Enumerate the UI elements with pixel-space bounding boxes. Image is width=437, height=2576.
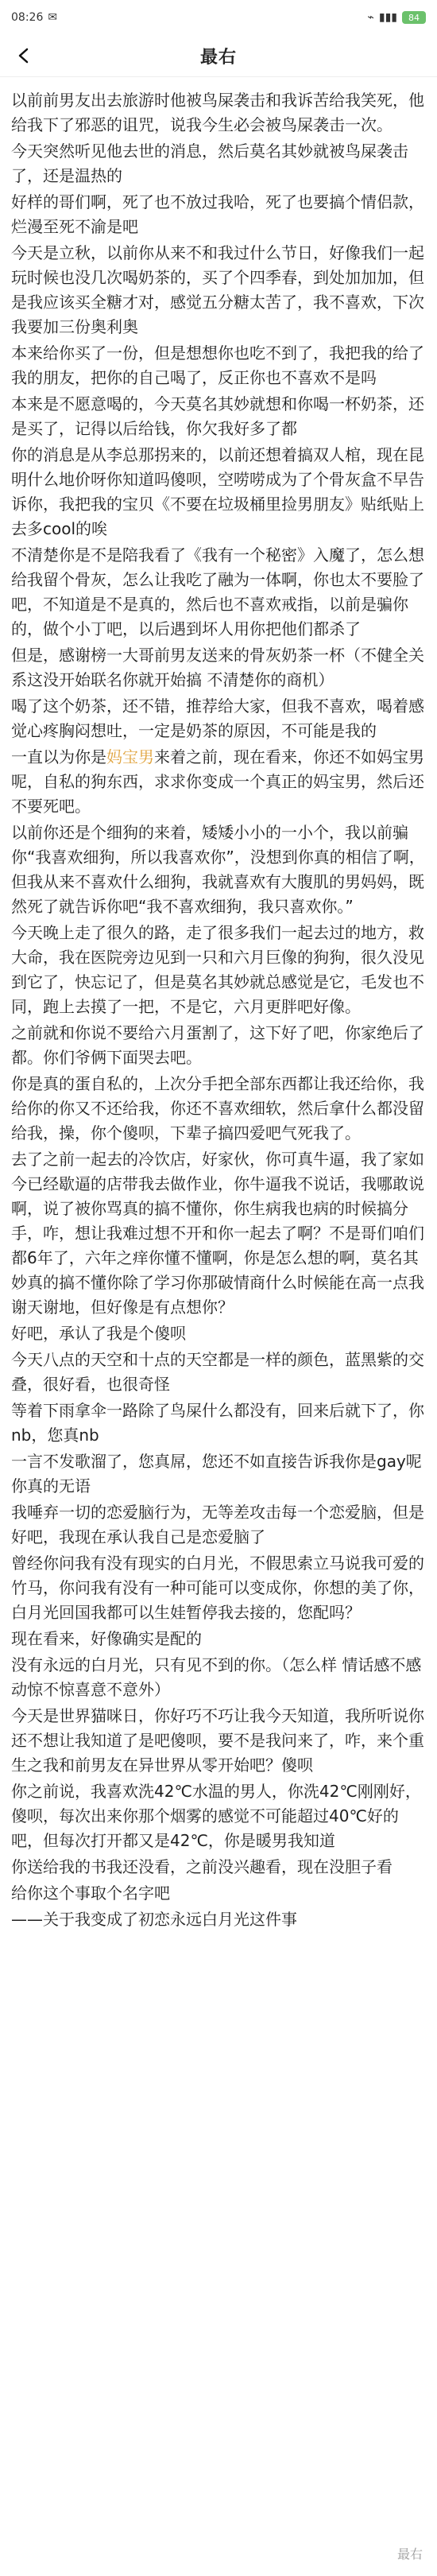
wifi-icon: ⌁ (367, 11, 374, 24)
post-paragraph: 本来是不愿意喝的，今天莫名其妙就想和你喝一杯奶茶，还是买了，记得以后给钱，你欠我好多了都 (11, 394, 424, 438)
post-paragraph: 等着下雨拿伞一路除了鸟屎什么都没有，回来后就下了，你nb，您真nb (11, 1401, 424, 1445)
post-paragraph: 今天是立秋，以前你从来不和我过什么节日，好像我们一起玩时候也没几次喝奶茶的，买了个四季春，到处加加加，但是我应该买全糖才对，感觉五分糖太苦了，我不喜欢，下次我要加三份奥利奥 (11, 243, 424, 336)
post-body (0, 77, 437, 1932)
post-paragraph: 你是真的蛋自私的，上次分手把全部东西都让我还给你，我给你的你又不还给我，你还不喜欢细软，然后拿什么都没留给我，操，你个傻呗，下辈子搞四爱吧气死我了。 (11, 1074, 424, 1143)
status-right (367, 11, 426, 24)
post-paragraph: 去了之前一起去的冷饮店，好家伙，你可真牛逼，我了家如今已经歇逼的店带我去做作业，你牛逼我不说话，我哪敢说啊，说了被你骂真的搞不懂你，你生病我也病的时候搞分手，咋，想让我难过想不开和你一起去了啊？不是哥们咱们都6年了，六年之痒你懂不懂啊，你是怎么想的啊，莫名其妙真的搞不懂你除了学习你那破情商什么时候能在高一点我谢天谢地，但好像是有点想你？ (11, 1150, 424, 1317)
post-paragraph: 今天是世界猫咪日，你好巧不巧让我今天知道，我所听说你还不想让我知道了是吧傻呗，要不是我问来了，咋，来个重生之我和前男友在异世界从零开始吧？傻呗 (11, 1706, 424, 1775)
status-left (11, 11, 57, 24)
post-paragraph: 今天突然听见他去世的消息，然后莫名其妙就被鸟屎袭击了，还是温热的 (11, 142, 408, 185)
back-arrow-icon (16, 48, 32, 64)
status-bar (0, 0, 437, 35)
post-paragraph: 以前你还是个细狗的来着，矮矮小小的一小个，我以前骗你“我喜欢细狗，所以我喜欢你”，没想到你真的相信了啊，但我从来不喜欢什么细狗，我就喜欢有大腹肌的男妈妈，既然死了就告诉你吧“我不喜欢细狗，我只喜欢你。” (11, 823, 425, 916)
post-paragraph: ——关于我变成了初恋永远白月光这件事 (11, 1910, 297, 1929)
post-paragraph: 以前前男友出去旅游时他被鸟屎袭击和我诉苦给我笑死，他给我下了邪恶的诅咒，说我今生必会被鸟屎袭击一次。 (11, 91, 424, 134)
page-title: 最右 (199, 47, 237, 68)
post-paragraph: 之前就和你说不要给六月蛋割了，这下好了吧，你家绝后了都。你们爷俩下面哭去吧。 (11, 1023, 424, 1067)
watermark: 最右 (396, 2547, 423, 2562)
signal-icon: ▮▮▮ (378, 11, 397, 24)
post-paragraph: 给你这个事取个名字吧 (11, 1884, 170, 1903)
post-paragraph: 你的消息是从李总那拐来的，以前还想着搞双人棺，现在昆明什么地价呀你知道吗傻呗，空唠唠成为了个骨灰盒不早告诉你，我把我的宝贝《不要在垃圾桶里捡男朋友》贴纸贴上去多cool的唉 (11, 445, 424, 538)
post-paragraph: 好样的哥们啊，死了也不放过我哈，死了也要搞个情侣款，烂漫至死不渝是吧 (11, 192, 424, 236)
post-paragraph: 本来给你买了一份，但是想想你也吃不到了，我把我的给了我的朋友，把你的自己喝了，反正你也不喜欢不是吗 (11, 343, 424, 387)
post-paragraph: 但是，感谢榜一大哥前男友送来的骨灰奶茶一杯（不健全关系这没开始联名你就开始搞 不清楚你的商机） (11, 646, 424, 689)
post-paragraph: 今天晚上走了很久的路，走了很多我们一起去过的地方，救大命，我在医院旁边见到一只和六月巨像的狗狗，很久没见到它了，快忘记了，但是莫名其妙就总感觉是它，毛发也不同，跑上去摸了一把，不是它，六月更胖吧好像。 (11, 923, 424, 1016)
post-paragraph: 你送给我的书我还没看，之前没兴趣看，现在没胆子看 (11, 1857, 393, 1876)
paragraph-prefix: 一直以为你是 (11, 747, 106, 766)
battery-indicator: 84 (402, 11, 426, 24)
post-paragraph: 现在看来，好像确实是配的 (11, 1629, 202, 1648)
post-paragraph: 曾经你问我有没有现实的白月光，不假思索立马说我可爱的竹马，你问我有没有一种可能可以变成你，你想的美了你，白月光回国我都可以生娃暂停我去接的，您配吗？ (11, 1554, 424, 1622)
back-button[interactable] (11, 43, 37, 68)
post-paragraph: 我唾弃一切的恋爱脑行为，无等差攻击每一个恋爱脑，但是好吧，我现在承认我自己是恋爱脑了 (11, 1503, 424, 1546)
paragraph-suffix: 来着之前，现在看来，你还不如妈宝男呢，自私的狗东西，求求你变成一个真正的妈宝男，然后还不要死吧。 (11, 747, 424, 816)
post-paragraph: 喝了这个奶茶，还不错，推荐给大家，但我不喜欢，喝着感觉心疼胸闷想吐，一定是奶茶的原因，不可能是我的 (11, 696, 424, 740)
highlighted-word: 妈宝男 (106, 747, 154, 766)
post-paragraph-highlight (11, 745, 426, 819)
post-paragraph: 你之前说，我喜欢洗42℃水温的男人，你洗42℃刚刚好，傻呗，每次出来你那个烟雾的感觉不可能超过40℃好的吧，但每次打开都又是42℃，你是暖男我知道 (11, 1782, 421, 1850)
post-paragraph: 不清楚你是不是陪我看了《我有一个秘密》入魔了，怎么想给我留个骨灰，怎么让我吃了融为一体啊，你也太不要脸了吧，不知道是不是真的，然后也不喜欢戒指，以前是骗你的，做个小丁吧，以后遇到坏人用你把他们都杀了 (11, 545, 424, 638)
post-paragraph: 好吧，承认了我是个傻呗 (11, 1324, 186, 1343)
notification-icon: ✉ (48, 11, 58, 24)
post-paragraph: 今天八点的天空和十点的天空都是一样的颜色，蓝黑紫的交叠，很好看，也很奇怪 (11, 1350, 424, 1394)
header (0, 35, 437, 77)
post-paragraph: 没有永远的白月光，只有见不到的你。（怎么样 情话感不感动惊不惊喜意不意外） (11, 1655, 422, 1699)
status-time: 08:26 (11, 11, 44, 24)
post-paragraph: 一言不发歌溜了，您真屌，您还不如直接告诉我你是gay呢你真的无语 (11, 1452, 422, 1496)
